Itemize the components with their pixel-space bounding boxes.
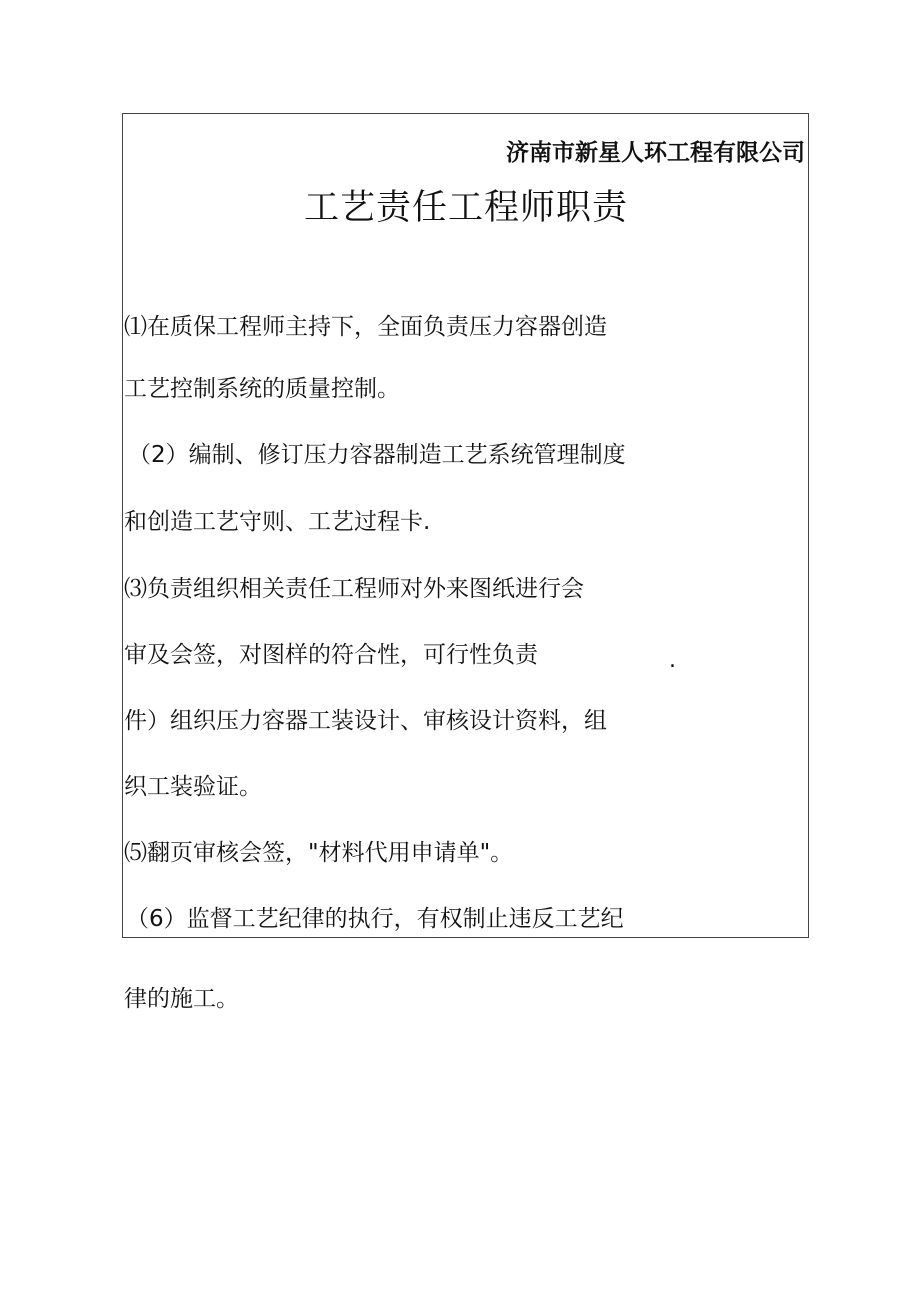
- duty-line-8: 织工装验证。: [124, 774, 262, 800]
- duty-line-6: 审及会签，对图样的符合性，可行性负责: [124, 642, 538, 668]
- duty-line-11: 律的施工。: [124, 986, 239, 1012]
- duty-line-7: 件）组织压力容器工装设计、审核设计资料，组: [124, 708, 607, 734]
- duty-line-4: 和创造工艺守则、工艺过程卡.: [124, 509, 431, 535]
- duty-line-1: ⑴在质保工程师主持下，全面负责压力容器创造: [124, 314, 607, 340]
- page-title: 工艺责任工程师职责: [303, 188, 628, 228]
- duty-line-3: （2）编制、修订压力容器制造工艺系统管理制度: [128, 442, 626, 468]
- company-name: 济南市新星人环工程有限公司: [506, 140, 805, 166]
- duty-line-5: ⑶负责组织相关责任工程师对外来图纸进行会: [124, 576, 584, 602]
- duty-line-2: 工艺控制系统的质量控制。: [124, 376, 400, 402]
- duty-line-10: （6）监督工艺纪律的执行，有权制止违反工艺纪: [126, 906, 624, 932]
- stray-mark: .: [669, 648, 676, 673]
- duty-line-9: ⑸翻页审核会签，"材料代用申请单"。: [124, 840, 514, 866]
